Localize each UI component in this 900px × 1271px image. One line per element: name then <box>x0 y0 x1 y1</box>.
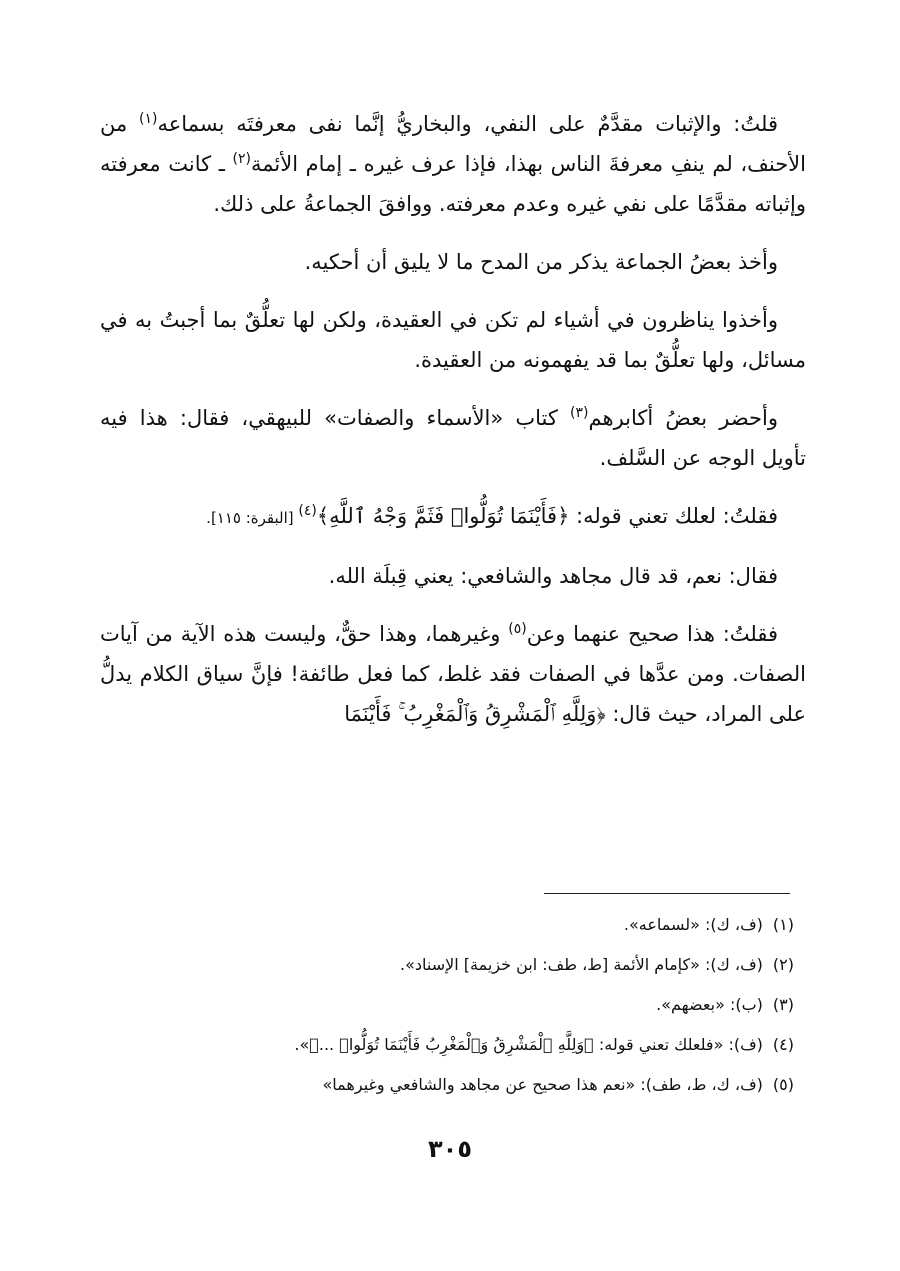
footnote-marker[interactable]: (٢) <box>232 151 251 167</box>
footnote <box>100 1065 794 1105</box>
paragraph: فقلتُ: هذا صحيح عنهما وعن$^{(٥)}$ وغيرهما، وهذا حقٌّ، وليست هذه الآية من آيات الصفات. ومن عدَّها في الصفات فقد غلط، كما فعل طائفة! فإنَّ سياق الكلام يدلُّ على المراد، حيث قال: ﴿وَلِلَّهِ ٱلْمَشْرِقُ وَٱلْمَغْرِبُ ۚ فَأَيْنَمَا <box>100 621 806 726</box>
footnote <box>100 1025 794 1065</box>
paragraph: فقال: نعم، قد قال مجاهد والشافعي: يعني قِبلَة الله. <box>328 564 778 588</box>
footnote-number: (٢) <box>772 955 794 974</box>
footnote <box>100 985 794 1025</box>
paragraph: فقلتُ: لعلك تعني قوله: ﴿فَأَيْنَمَا تُوَلُّوا۟ فَثَمَّ وَجْهُ ٱللَّهِ﴾$^{(٤)}$ [البقرة: ١١٥]. <box>206 503 778 528</box>
footnote-marker[interactable]: (١) <box>139 111 158 127</box>
paragraph: قلتُ: والإثبات مقدَّمٌ على النفي، والبخاريُّ إنَّما نفى معرفتَه بسماعه$^{(١)}$ من الأحنف، لم ينفِ معرفةَ الناس بهذا، فإذا عرف غيره ـ إمام الأئمة$^{(٢)}$ ـ كانت معرفته وإثباته مقدَّمًا على نفي غيره وعدم معرفته. ووافقَ الجماعةُ على ذلك. <box>100 111 806 216</box>
footnote-number: (٤) <box>772 1035 794 1054</box>
footnote-text: (ف): «فلعلك تعني قوله: ﴿وَلِلَّهِ ٱلْمَشْرِقُ وَٱلْمَغْرِبُ فَأَيْنَمَا تُوَلُّوا۟ ...﴾». <box>294 1035 763 1054</box>
quran-reference: [البقرة: ١١٥]. <box>206 509 299 527</box>
footnote-text: (ف، ك): «كإمام الأئمة [ط، طف: ابن خزيمة] الإسناد». <box>400 955 763 974</box>
footnote-marker[interactable]: (٥) <box>508 621 527 637</box>
footnote-number: (٣) <box>772 995 794 1014</box>
footnotes <box>100 905 794 1105</box>
paragraph: وأخذوا يناظرون في أشياء لم تكن في العقيدة، ولكن لها تعلُّقٌ بما أجبتُ به في مسائل، ولها تعلُّقٌ بما قد يفهمونه من العقيدة. <box>100 308 806 372</box>
footnote-number: (١) <box>772 915 794 934</box>
page-number: ٣٠٥ <box>428 1135 472 1163</box>
footnote <box>100 905 794 945</box>
footnote-text: (ب): «بعضهم». <box>656 995 763 1014</box>
footnote-marker[interactable]: (٣) <box>570 405 589 421</box>
paragraph: وأخذ بعضُ الجماعة يذكر من المدح ما لا يليق أن أحكيه. <box>304 250 778 274</box>
footnote <box>100 945 794 985</box>
footnote-marker[interactable]: (٤) <box>298 503 317 519</box>
footnote-text: (ف، ك): «لسماعه». <box>623 915 763 934</box>
footnote-separator <box>544 893 790 894</box>
main-text <box>100 104 806 752</box>
paragraph: وأحضر بعضُ أكابرهم$^{(٣)}$ كتاب «الأسماء والصفات» للبيهقي، فقال: هذا فيه تأويل الوجه عن السَّلف. <box>100 405 806 470</box>
footnote-text: (ف، ك، ط، طف): «نعم هذا صحيح عن مجاهد والشافعي وغيرهما» <box>322 1075 763 1094</box>
footnote-number: (٥) <box>772 1075 794 1094</box>
